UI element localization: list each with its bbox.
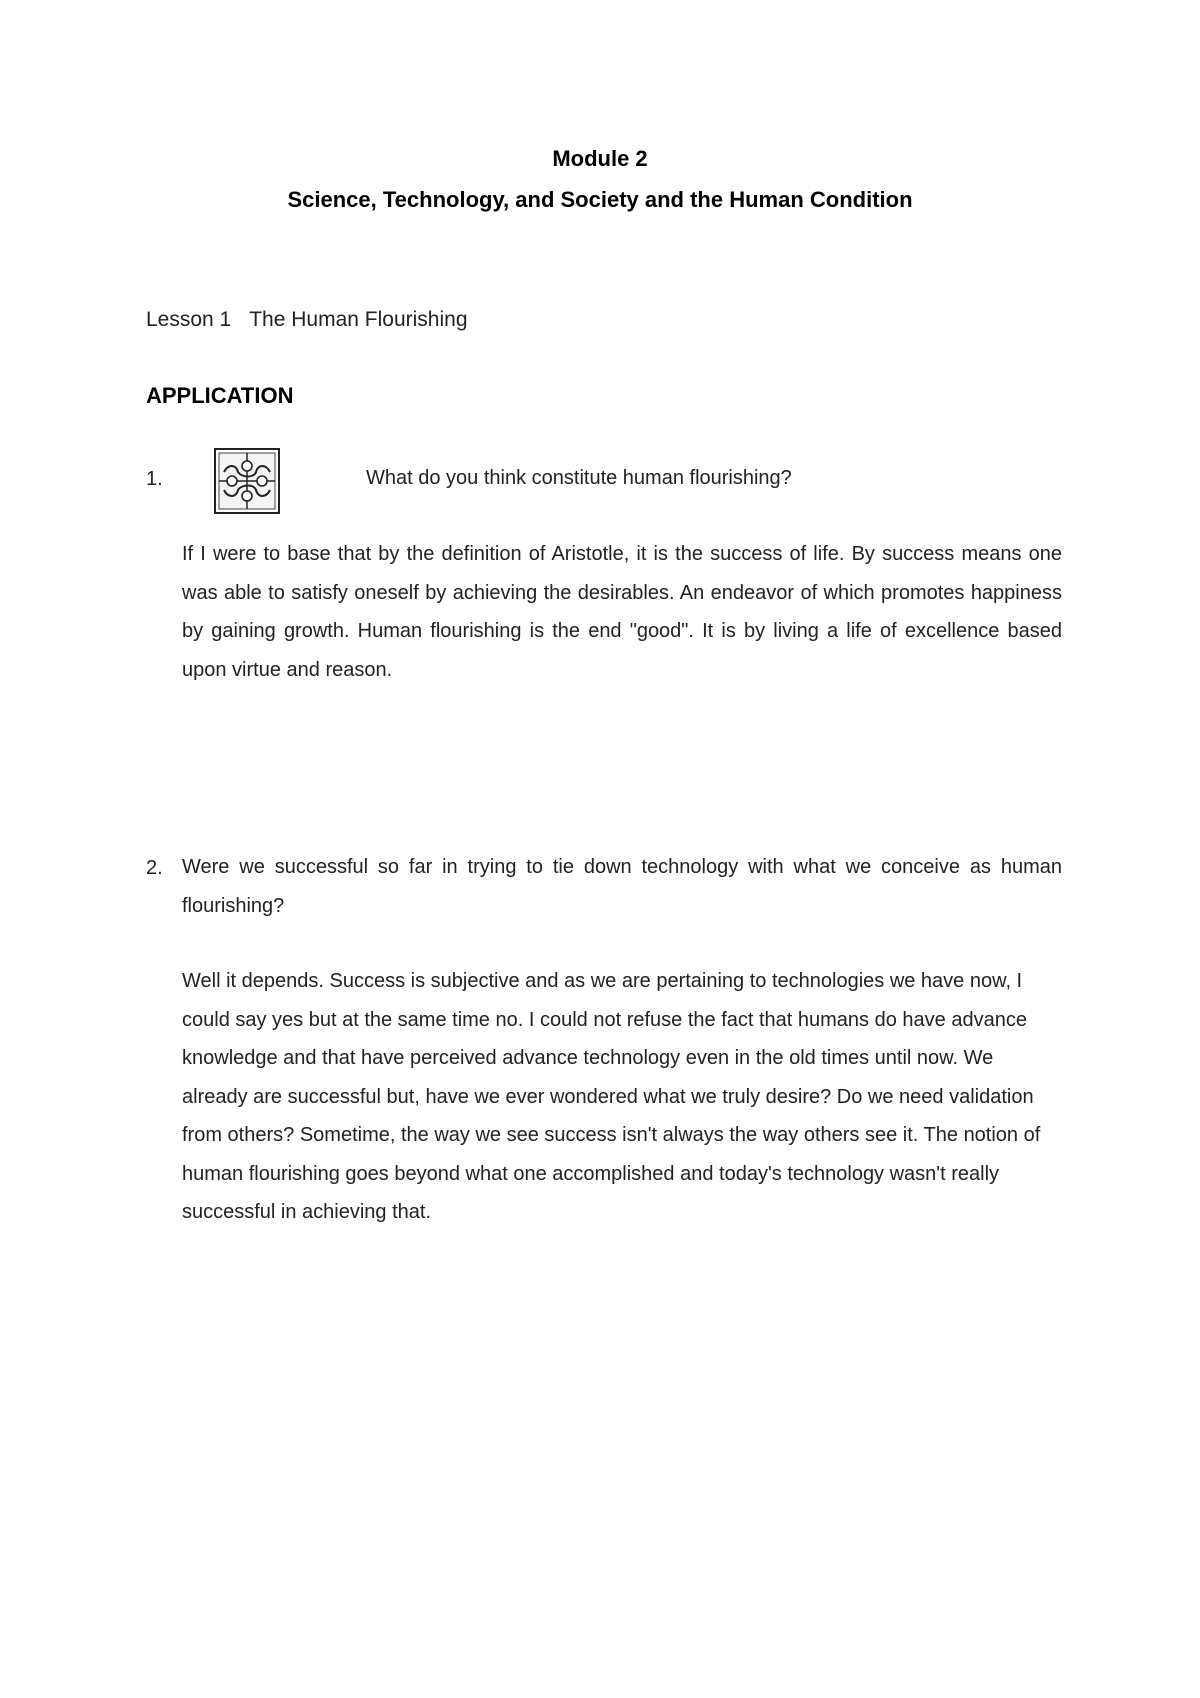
answer-1-paragraph: If I were to base that by the definition of Aristotle, it is the success of life. By success means one was able to satisfy oneself by achieving the desirables. An endeavor of which promotes happiness by gaining growth. Human flourishing is the end "good". It is by living a life of excellence based upon virtue and reason.	[182, 543, 1062, 681]
lesson-title: The Human Flourishing	[249, 308, 468, 331]
question-2-text: Were we successful so far in trying to tie down technology with what we conceive as human flourishing?	[182, 856, 1062, 917]
question-1-number: 1.	[146, 468, 163, 490]
lesson-heading	[146, 308, 468, 332]
module-title: Module 2	[552, 146, 648, 171]
puzzle-icon	[214, 448, 280, 514]
section-heading: APPLICATION	[146, 383, 294, 408]
question-1-text: What do you think constitute human flourishing?	[366, 467, 792, 489]
lesson-label: Lesson 1	[146, 308, 232, 331]
answer-2-paragraph: Well it depends. Success is subjective and as we are pertaining to technologies we have now, I could say yes but at the same time no. I could not refuse the fact that humans do have advance knowledge and that have perceived advance technology even in the old times until now. We already are successful but, have we ever wondered what we truly desire? Do we need validation from others? Sometime, the way we see success isn't always the way others see it. The notion of human flourishing goes beyond what one accomplished and today's technology wasn't really successful in achieving that.	[182, 970, 1041, 1223]
module-subtitle: Science, Technology, and Society and the Human Condition	[287, 187, 913, 212]
question-2-number: 2.	[146, 857, 163, 879]
